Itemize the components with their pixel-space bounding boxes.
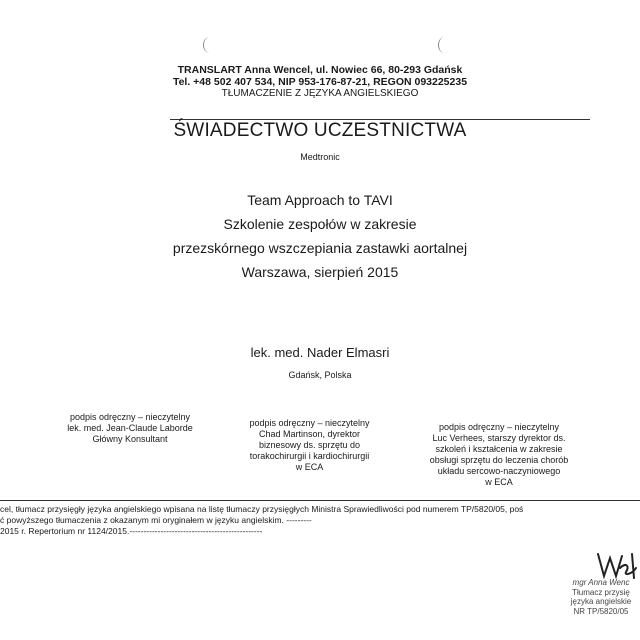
signature-block-3 (408, 422, 590, 488)
signature-line: podpis odręczny – nieczytelny (69, 412, 191, 422)
certificate-title: ŚWIADECTWO UCZESTNICTWA (173, 120, 467, 141)
signature-line: w ECA (295, 462, 324, 472)
signature-line: w ECA (485, 477, 513, 487)
stamp-line: NR TP/5820/05 (573, 606, 629, 616)
signature-line: biznesowy ds. sprzętu do (258, 440, 361, 450)
handwritten-signature (596, 548, 640, 582)
signature-line: podpis odręczny – nieczytelny (438, 422, 560, 432)
signature-line: Główny Konsultant (92, 434, 168, 444)
stamp-line: Tłumacz przysię (572, 587, 630, 597)
footer-rule (0, 500, 640, 501)
course-line: Warszawa, sierpień 2015 (241, 264, 399, 280)
signature-block-1 (50, 412, 210, 445)
signature-line: lek. med. Jean-Claude Laborde (67, 423, 193, 433)
signature-line: układu sercowo-naczyniowego (437, 466, 561, 476)
course-line: Team Approach to TAVI (247, 192, 393, 208)
signature-line: podpis odręczny – nieczytelny (249, 418, 370, 428)
footer-line: 2015 r. Repertorium nr 1124/2015.----------------------------------------------- (0, 526, 263, 536)
signature-block-2 (227, 418, 392, 473)
stamp-line: mgr Anna Wenc (572, 578, 630, 587)
header-line-3: TŁUMACZENIE Z JĘZYKA ANGIELSKIEGO (221, 88, 419, 99)
footer-line: ć powyższego tłumaczenia z okazanym mi oryginałem w języku angielskim. --------- (0, 515, 312, 525)
header-line-1: TRANSLART Anna Wencel, ul. Nowiec 66, 80-293 Gdańsk (177, 64, 463, 76)
signature-line: szkoleń i kształcenia w zakresie (435, 444, 563, 454)
translator-certification (0, 504, 523, 537)
course-line: przezskórnego wszczepiania zastawki aortalnej (172, 240, 468, 256)
translator-stamp (556, 578, 640, 616)
punch-hole-right (438, 37, 451, 53)
issuer: Medtronic (300, 152, 340, 162)
participant-location: Gdańsk, Polska (288, 370, 352, 380)
stamp-line: języka angielskie (570, 597, 632, 606)
header-line-2: Tel. +48 502 407 534, NIP 953-176-87-21, REGON 093225235 (172, 76, 468, 88)
footer-line: cel, tłumacz przysięgły języka angielskiego wpisana na listę tłumaczy przysięgłych Ministra Sprawiedliwości pod numerem TP/5820/05, poś (0, 504, 524, 514)
signature-line: obsługi sprzętu do leczenia chorób (429, 455, 569, 465)
signature-line: torakochirurgii i kardiochirurgii (249, 451, 370, 461)
course-line: Szkolenie zespołów w zakresie (223, 216, 417, 232)
participant-name: lek. med. Nader Elmasri (250, 345, 390, 360)
translator-header (0, 64, 640, 100)
signature-line: Luc Verhees, starszy dyrektor ds. (432, 433, 566, 443)
course-block (0, 188, 640, 284)
signature-line: Chad Martinson, dyrektor (258, 429, 361, 439)
signature-scribble-icon (596, 548, 640, 582)
punch-hole-left (203, 37, 216, 53)
